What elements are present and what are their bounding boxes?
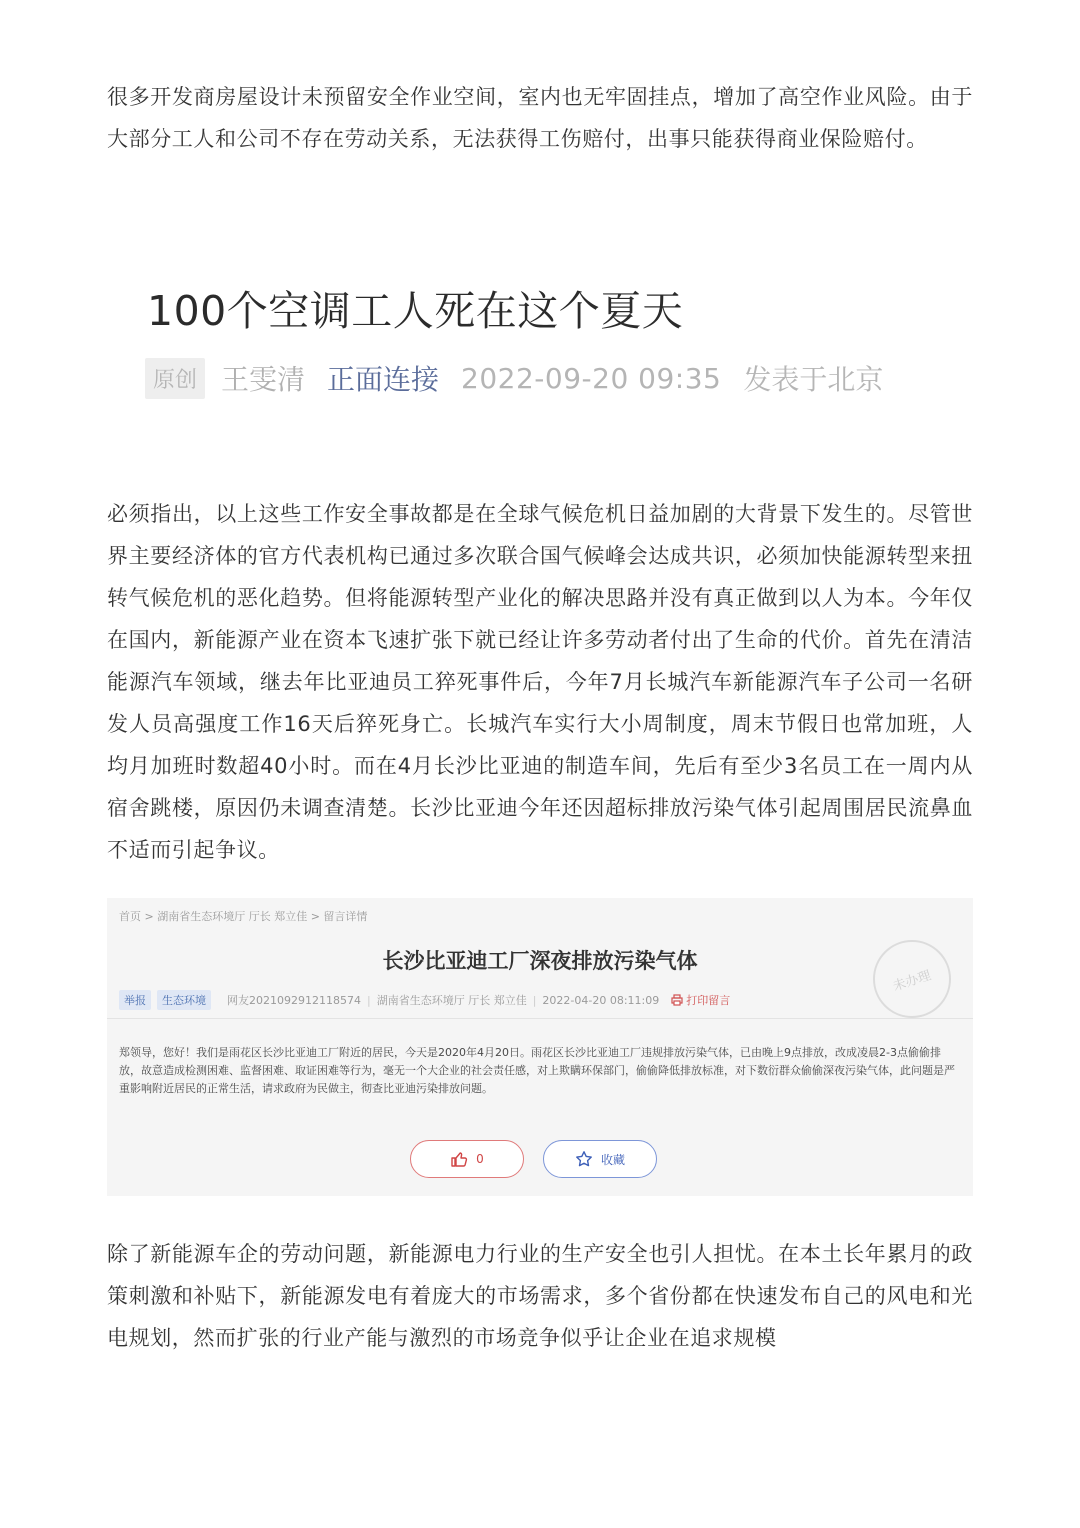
- favorite-label: 收藏: [600, 1152, 625, 1167]
- print-button[interactable]: [671, 992, 730, 1008]
- publish-location: 发表于北京: [743, 363, 884, 396]
- favorite-button[interactable]: [543, 1140, 657, 1178]
- print-label: 打印留言: [686, 994, 731, 1007]
- report-chip: 举报: [119, 990, 151, 1010]
- thumbs-up-icon: [450, 1150, 468, 1168]
- message-id: 网友2021092912118574: [227, 994, 361, 1007]
- status-stamp: [873, 940, 951, 1018]
- article-header-screenshot: [107, 262, 973, 422]
- petition-screenshot: [107, 898, 973, 1196]
- category-chip: 生态环境: [157, 990, 211, 1010]
- stamp-text: 未办理: [891, 967, 934, 995]
- like-count: 0: [476, 1152, 484, 1166]
- paragraph-intro: 很多开发商房屋设计未预留安全作业空间，室内也无牢固挂点，增加了高空作业风险。由于大部分工人和公司不存在劳动关系，无法获得工伤赔付，出事只能获得商业保险赔付。: [107, 85, 973, 151]
- petition-meta: [119, 990, 730, 1010]
- meta-separator: |: [532, 993, 537, 1007]
- like-button[interactable]: [410, 1140, 524, 1178]
- article-author: 王雯清: [221, 363, 306, 396]
- department: 湖南省生态环境厅 厅长 郑立佳: [376, 994, 527, 1007]
- meta-separator: |: [366, 993, 371, 1007]
- petition-title: 长沙比亚迪工厂深夜排放污染气体: [382, 948, 698, 973]
- breadcrumb: 首页 > 湖南省生态环境厅 厅长 郑立佳 > 留言详情: [119, 910, 368, 923]
- petition-body: 郑领导，您好！我们是雨花区长沙比亚迪工厂附近的居民，今天是2020年4月20日。雨花区长沙比亚迪工厂违规排放污染气体，已由晚上9点排放，改成凌晨2-3点偷偷排放，故意造成检测困难、监督困难、取证困难等行为，毫无一个大企业的社会责任感，对上欺瞒环保部门，偷偷降低排放标准，对下数衍群众偷偷深夜污染气体，此问题是严重影响附近居民的正常生活，请求政府为民做主，彻查比亚迪污染排放问题。: [119, 1046, 955, 1095]
- star-icon: [575, 1150, 593, 1168]
- original-tag: 原创: [145, 358, 205, 399]
- petition-datetime: 2022-04-20 08:11:09: [542, 993, 660, 1007]
- paragraph-main: 必须指出，以上这些工作安全事故都是在全球气候危机日益加剧的大背景下发生的。尽管世界主要经济体的官方代表机构已通过多次联合国气候峰会达成共识，必须加快能源转型来扭转气候危机的恶化趋势。但将能源转型产业化的解决思路并没有真正做到以人为本。今年仅在国内，新能源产业在资本飞速扩张下就已经让许多劳动者付出了生命的代价。首先在清洁能源汽车领域，继去年比亚迪员工猝死事件后，今年7月长城汽车新能源汽车子公司一名研发人员高强度工作16天后猝死身亡。长城汽车实行大小周制度，周末节假日也常加班，人均月加班时数超40小时。而在4月长沙比亚迪的制造车间，先后有至少3名员工在一周内从宿舍跳楼，原因仍未调查清楚。长沙比亚迪今年还因超标排放污染气体引起周围居民流鼻血不适而引起争议。: [107, 502, 973, 862]
- article-meta: [145, 358, 883, 398]
- publish-datetime: 2022-09-20 09:35: [461, 361, 722, 395]
- print-icon: [671, 994, 683, 1006]
- divider: [107, 1018, 973, 1019]
- paragraph-continued: 除了新能源车企的劳动问题，新能源电力行业的生产安全也引人担忧。在本土长年累月的政策刺激和补贴下，新能源发电有着庞大的市场需求，多个省份都在快速发布自己的风电和光电规划，然而扩张的行业产能与激烈的市场竞争似乎让企业在追求规模: [107, 1242, 973, 1350]
- article-title: 100个空调工人死在这个夏天: [147, 287, 684, 335]
- account-link[interactable]: 正面连接: [327, 363, 440, 396]
